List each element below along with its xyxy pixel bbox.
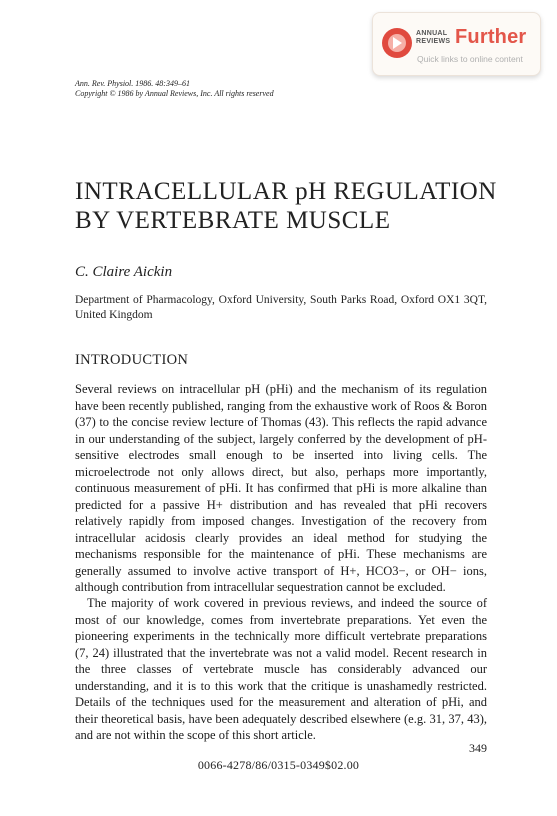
- quick-links-text: Quick links to online content: [417, 54, 523, 64]
- further-label: Further: [455, 26, 527, 48]
- copyright-line: Copyright © 1986 by Annual Reviews, Inc. All rights reserved: [75, 89, 274, 98]
- page-number: 349: [469, 741, 487, 755]
- author-name: C. Claire Aickin: [75, 264, 173, 280]
- journal-citation: [75, 79, 274, 99]
- journal-line: Ann. Rev. Physiol. 1986. 48:349–61: [75, 79, 190, 88]
- article-code: 0066-4278/86/0315-0349$02.00: [197, 758, 360, 772]
- further-badge[interactable]: [372, 12, 541, 76]
- section-heading: INTRODUCTION: [75, 352, 189, 368]
- body-paragraph-2: The majority of work covered in previous reviews, and indeed the source of most of our knowledge, comes from invertebrate preparations. Yet even the pioneering experiments in the technically more difficult vertebrate preparations (7, 24) illustrated that the invertebrate was not a valid model. Recent research in the three classes of vertebrate muscle has considerably advanced our understanding, and it is to this work that the critique is unashamedly restricted. Details of the techniques used for the measurement and alteration of pHi, and their theoretical basis, have been adequately described elsewhere (e.g. 31, 37, 43), and are not within the scope of this short article.: [75, 596, 487, 742]
- annual-reviews-logo-icon: [381, 27, 413, 59]
- body-paragraph-1: Several reviews on intracellular pH (pHi) and the mechanism of its regulation have been recently published, ranging from the exhaustive work of Roos & Boron (37) to the concise review lecture of Thomas (43). This reflects the rapid advance in our understanding of the subject, largely conferred by the development of pH-sensitive electrodes small enough to be inserted into living cells. The microelectrode not only allows direct, but also, perhaps more importantly, continuous measurement of pHi. It has confirmed that pHi is more alkaline than predicted for a passive H+ distribution and has revealed that pHi recovers relatively rapidly from imposed changes. Investigation of the recovery from intracellular acidosis clearly provides an ideal method for studying the mechanisms responsible for the maintenance of pHi. These mechanisms are generally assumed to involve active transport of H+, HCO3−, or OH− ions, although contribution from intracellular sequestration cannot be excluded.: [75, 382, 487, 594]
- annual-reviews-label: ANNUAL REVIEWS: [416, 30, 451, 45]
- author-affiliation: Department of Pharmacology, Oxford University, South Parks Road, Oxford OX1 3QT, United Kingdom: [75, 294, 487, 321]
- article-title: INTRACELLULAR pH REGULATION BY VERTEBRATE MUSCLE: [75, 178, 497, 234]
